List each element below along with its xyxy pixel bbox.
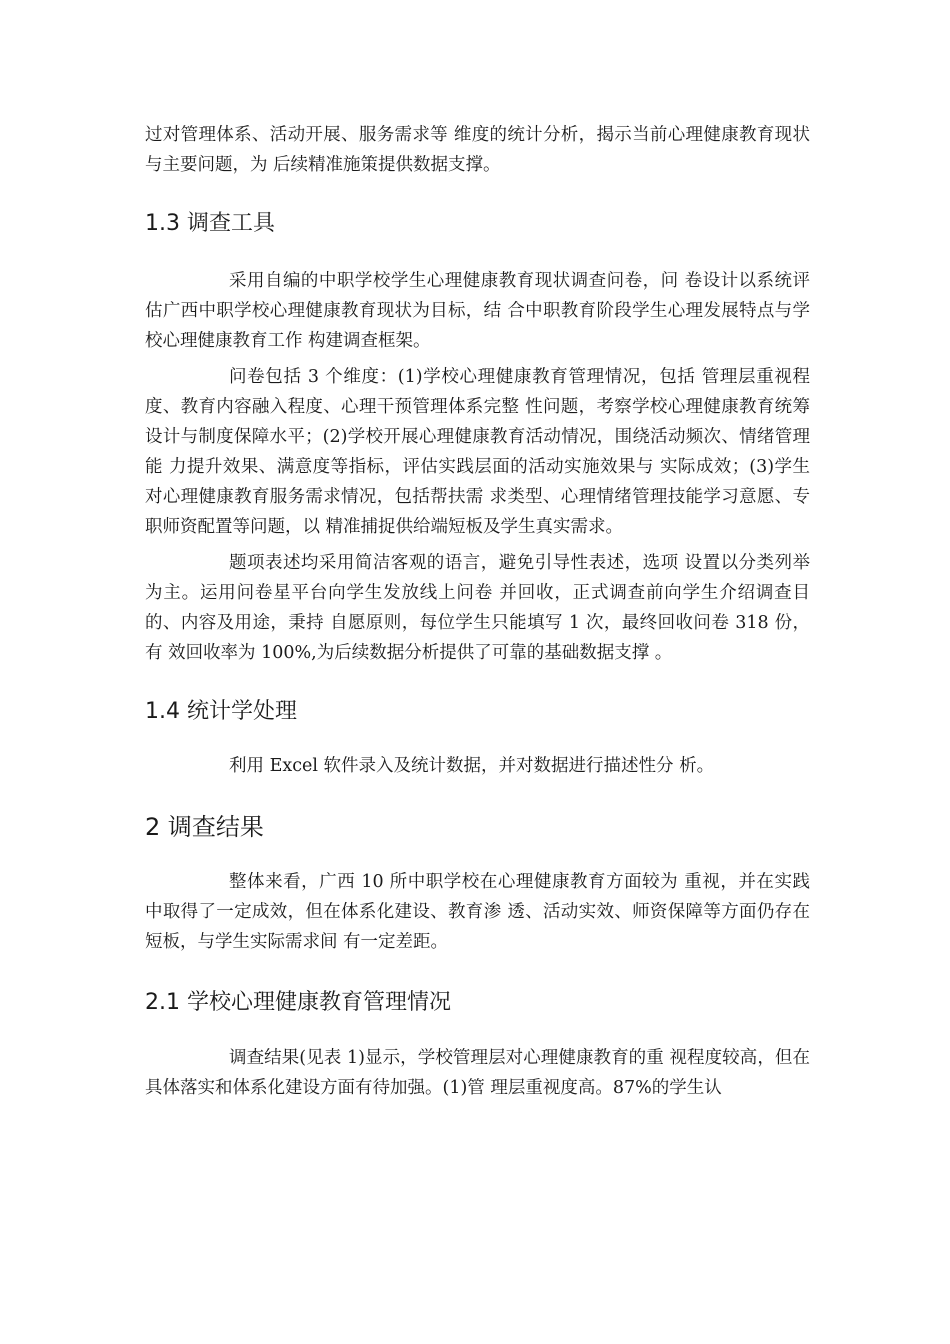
- section-2-heading: 2 调查结果: [145, 813, 264, 841]
- intro-tail-paragraph: 过对管理体系、活动开展、服务需求等 维度的统计分析，揭示当前心理健康教育现状与主要问题，为 后续精准施策提供数据支撑。: [145, 125, 810, 175]
- section-1-4-paragraph-1: 利用 Excel 软件录入及统计数据，并对数据进行描述性分 析。: [229, 756, 715, 776]
- section-1-3-heading: 1.3 调查工具: [145, 211, 275, 236]
- section-1-3-paragraph-2: 问卷包括 3 个维度：(1)学校心理健康教育管理情况，包括 管理层重视程度、教育内容融入程度、心理干预管理体系完整 性问题，考察学校心理健康教育统筹设计与制度保障水平；(2)学校开展心理健康教育活动情况，围绕活动频次、情绪管理能 力提升效果、满意度等指标，评估实践层面的活动实施效果与 实际成效；(3)学生对心理健康教育服务需求情况，包括帮扶需 求类型、心理情绪管理技能学习意愿、专职师资配置等问题，以 精准捕捉供给端短板及学生真实需求。: [145, 367, 810, 537]
- section-1-3-paragraph-3: 题项表述均采用简洁客观的语言，避免引导性表述，选项 设置以分类列举为主。运用问卷星平台向学生发放线上问卷 并回收，正式调查前向学生介绍调查目的、内容及用途，秉持 自愿原则，每位学生只能填写 1 次，最终回收问卷 318 份，有 效回收率为 100%,为后续数据分析提供了可靠的基础数据支撑 。: [145, 553, 810, 663]
- document-page: [145, 120, 810, 1109]
- section-1-3-paragraph-1: 采用自编的中职学校学生心理健康教育现状调查问卷，问 卷设计以系统评估广西中职学校心理健康教育现状为目标，结 合中职教育阶段学生心理发展特点与学校心理健康教育工作 构建调查框架。: [145, 271, 810, 351]
- section-2-paragraph-1: 整体来看，广西 10 所中职学校在心理健康教育方面较为 重视，并在实践中取得了一定成效，但在体系化建设、教育渗 透、活动实效、师资保障等方面仍存在短板，与学生实际需求间 有一定差距。: [145, 872, 810, 952]
- section-2-1-heading: 2.1 学校心理健康教育管理情况: [145, 990, 451, 1015]
- section-1-4-heading: 1.4 统计学处理: [145, 699, 297, 724]
- section-2-1-paragraph-1: 调查结果(见表 1)显示，学校管理层对心理健康教育的重 视程度较高，但在具体落实和体系化建设方面有待加强。(1)管 理层重视度高。87%的学生认: [145, 1048, 810, 1098]
